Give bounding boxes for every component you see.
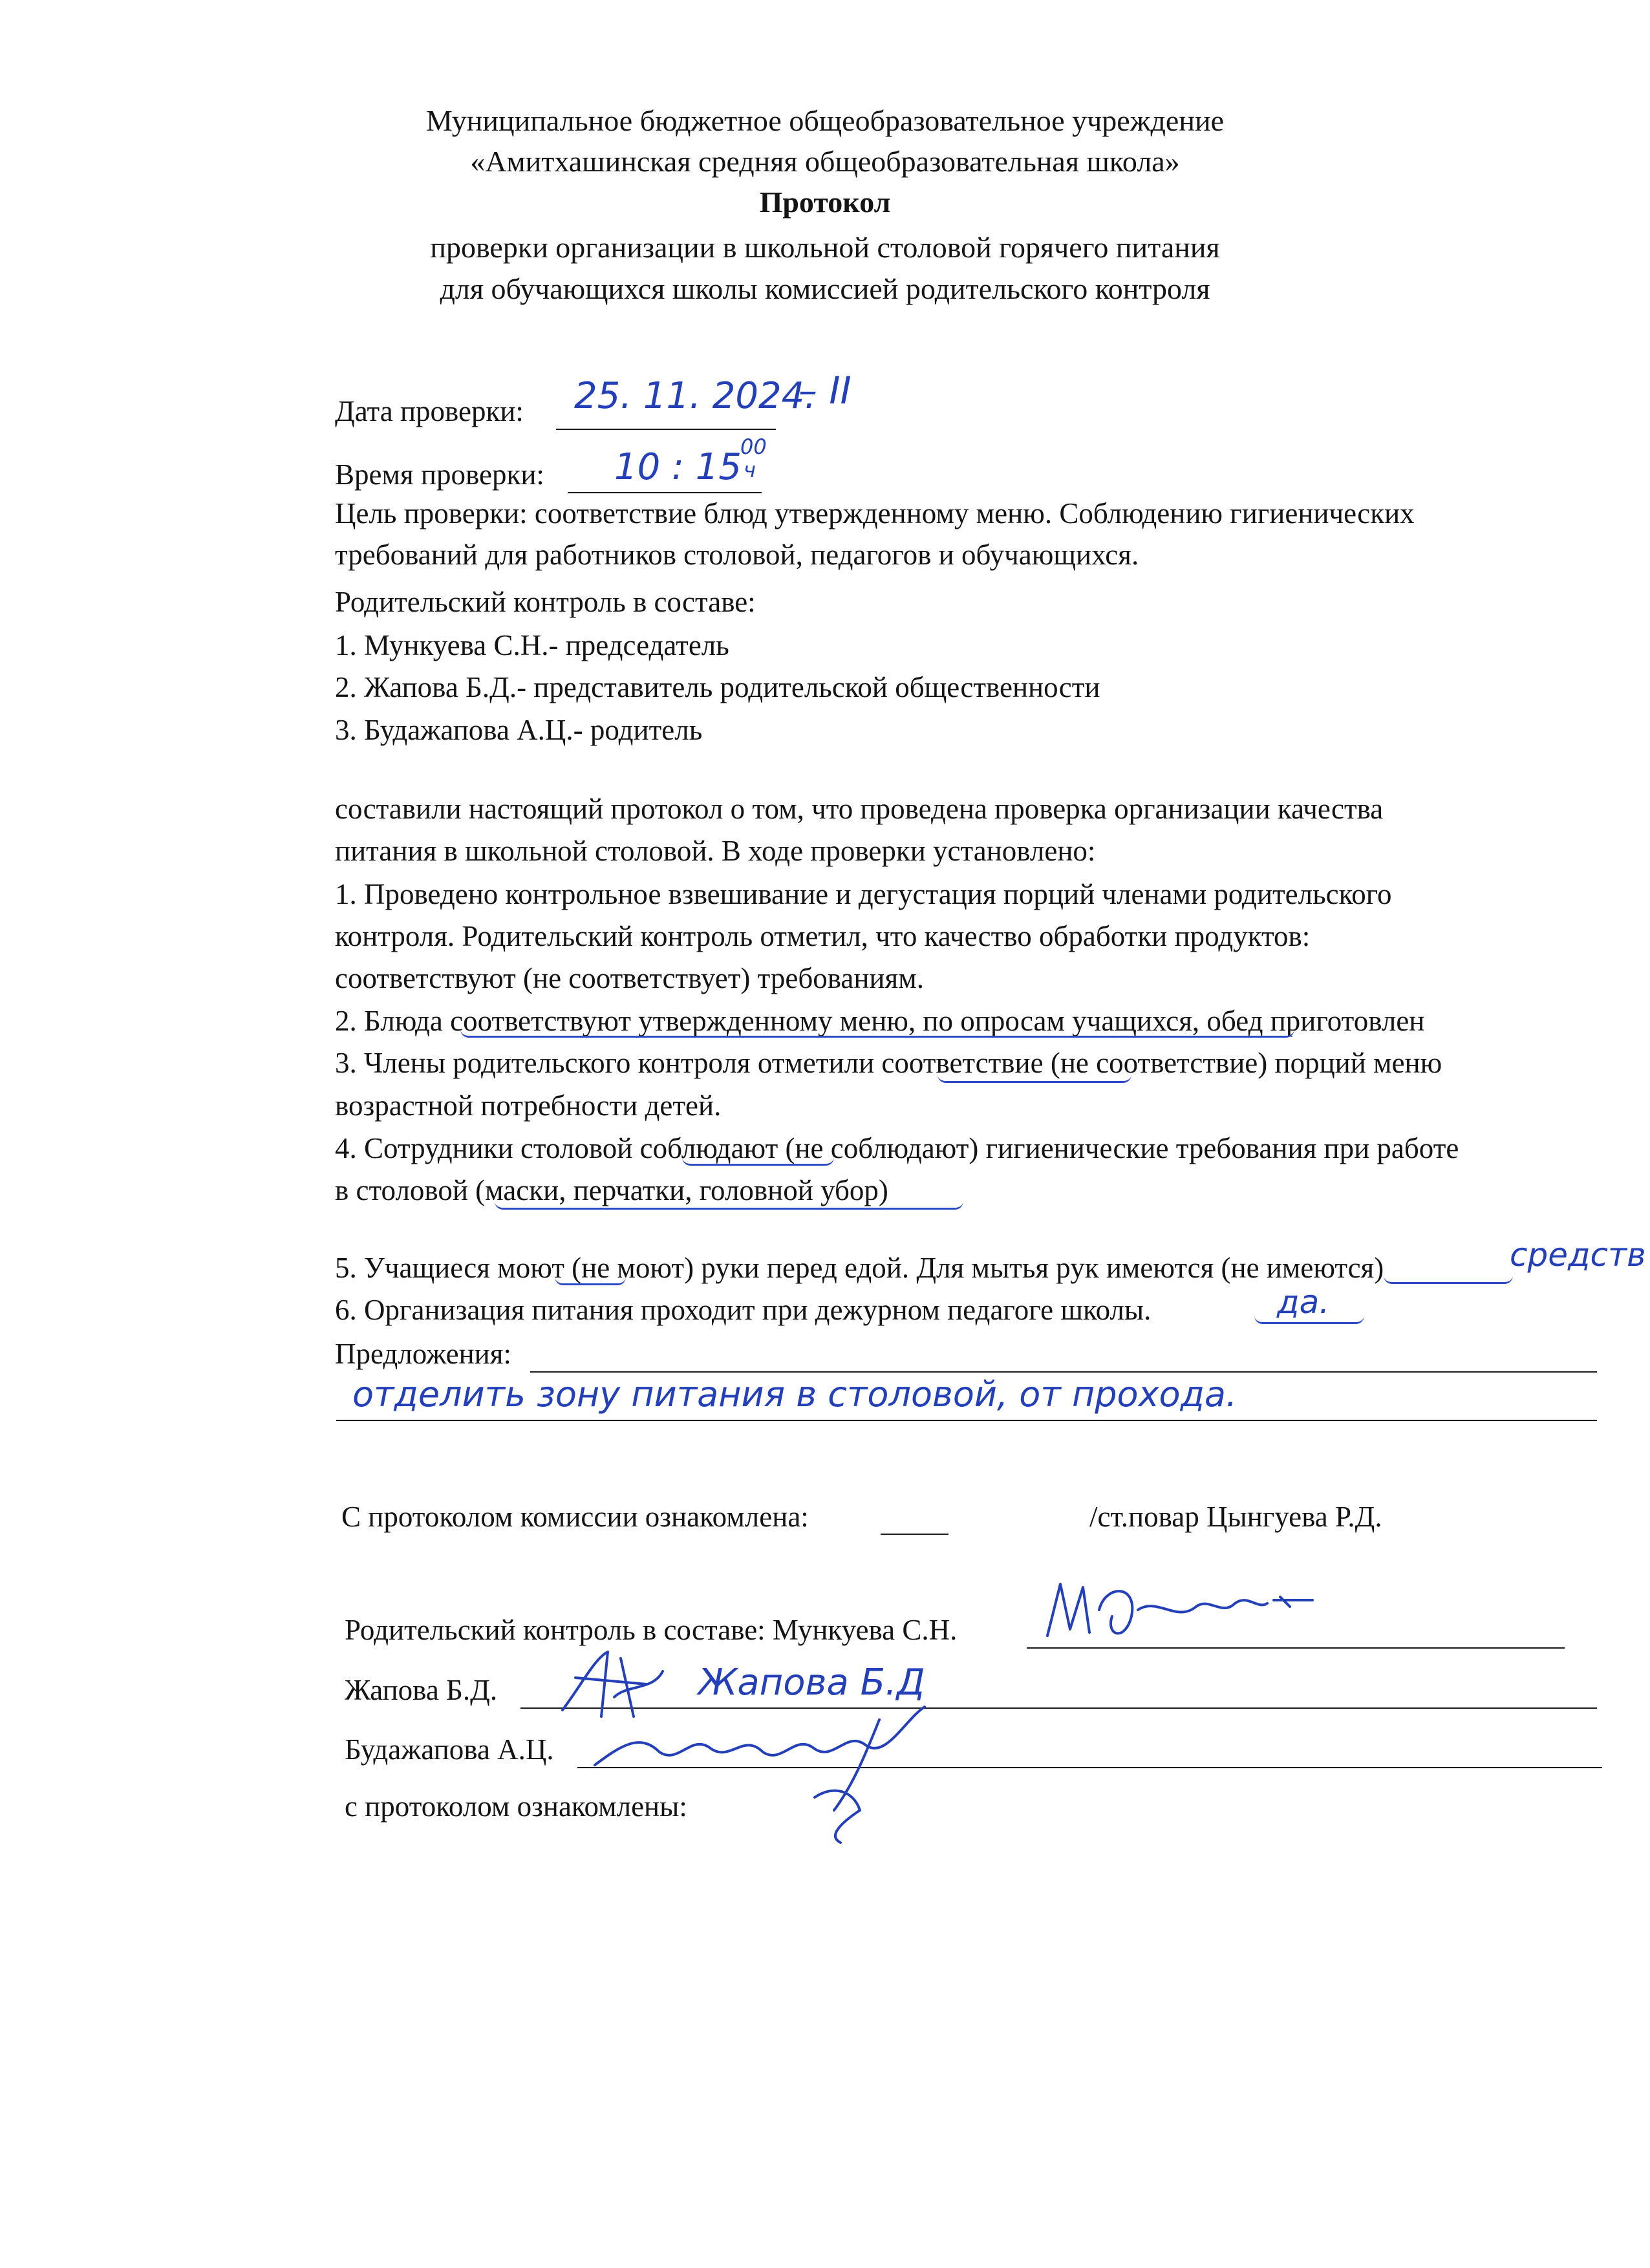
finding-4-line2: в столовой (маски, перчатки, головной убор)	[335, 1174, 888, 1206]
finding-6-line1: 6. Организация питания проходит при дежурном педагоге школы.	[335, 1294, 1152, 1326]
munkueva-signature	[1034, 1571, 1319, 1668]
finding-3-line2: возрастной потребности детей.	[335, 1089, 722, 1122]
signature-line1-label: Родительский контроль в составе: Мункуева С.Н.	[345, 1614, 958, 1646]
time-underline	[568, 492, 762, 493]
date-label: Дата проверки:	[335, 395, 524, 427]
time-handwritten: 10 : 15	[614, 446, 742, 488]
handwritten-underline	[938, 1075, 1131, 1083]
handwritten-underline	[555, 1277, 626, 1285]
date-handwritten: 25. 11. 2024.	[574, 375, 817, 417]
finding-4-line1: 4. Сотрудники столовой соблюдают (не соблюдают) гигиенические требования при работе	[335, 1132, 1459, 1164]
final-acknowledged-label: с протоколом ознакомлены:	[345, 1790, 687, 1823]
date-suffix-handwritten: – II	[798, 369, 852, 412]
finding-1-line3: соответствуют (не соответствует) требованиям.	[335, 962, 924, 994]
time-superscript: 00	[740, 434, 767, 459]
zhapova-handwritten-name: Жапова Б.Д	[698, 1662, 925, 1704]
budazhapova-signature	[582, 1694, 944, 1849]
cook-signature-line	[881, 1534, 948, 1535]
commission-member: 3. Будажапова А.Ц.- родитель	[335, 714, 703, 746]
organization-name: Муниципальное бюджетное общеобразовательное учреждение	[426, 104, 1224, 137]
school-name: «Амитхашинская средняя общеобразовательная школа»	[470, 145, 1180, 178]
finding-3-line1: 3. Члены родительского контроля отметили соответствие (не соответствие) порций меню	[335, 1047, 1442, 1079]
signature-line2-label: Жапова Б.Д.	[345, 1674, 498, 1706]
finding-5-handwritten: средств	[1510, 1236, 1646, 1274]
proposals-handwritten: отделить зону питания в столовой, от прохода.	[352, 1374, 1238, 1415]
time-label: Время проверки:	[335, 458, 544, 491]
cook-name: /ст.повар Цынгуева Р.Д.	[1089, 1501, 1382, 1533]
proposals-label: Предложения:	[335, 1338, 511, 1370]
document-subtitle-line2: для обучающихся школы комиссией родительского контроля	[440, 272, 1210, 305]
goal-line2: требований для работников столовой, педагогов и обучающихся.	[335, 539, 1139, 571]
finding-5-line1: 5. Учащиеся моют (не моют) руки перед едой. Для мытья рук имеются (не имеются)	[335, 1252, 1384, 1284]
finding-6-handwritten: да.	[1277, 1283, 1330, 1321]
findings-intro-line2: питания в школьной столовой. В ходе проверки установлено:	[335, 835, 1096, 867]
cook-acknowledge-label: С протоколом комиссии ознакомлена:	[341, 1501, 809, 1533]
document-subtitle-line1: проверки организации в школьной столовой горячего питания	[430, 231, 1220, 264]
handwritten-underline	[1384, 1276, 1513, 1284]
handwritten-underline	[460, 1029, 1294, 1038]
goal-line1: Цель проверки: соответствие блюд утвержденному меню. Соблюдению гигиенических	[335, 497, 1415, 530]
handwritten-underline	[682, 1157, 834, 1166]
finding-2-line1: 2. Блюда соответствуют утвержденному меню, по опросам учащихся, обед приготовлен	[335, 1005, 1425, 1037]
commission-member: 2. Жапова Б.Д.- представитель родительской общественности	[335, 671, 1100, 703]
finding-1-line1: 1. Проведено контрольное взвешивание и дегустация порций членами родительского	[335, 878, 1392, 910]
handwritten-underline	[1254, 1316, 1364, 1324]
finding-1-line2: контроля. Родительский контроль отметил, что качество обработки продуктов:	[335, 920, 1311, 952]
document-title: Протокол	[759, 186, 891, 219]
time-hour-mark: ч	[744, 458, 756, 482]
commission-intro: Родительский контроль в составе:	[335, 586, 756, 618]
proposals-underline	[530, 1371, 1597, 1373]
date-underline	[556, 429, 776, 430]
commission-member: 1. Мункуева С.Н.- председатель	[335, 629, 729, 661]
signature-line3-label: Будажапова А.Ц.	[345, 1733, 554, 1766]
proposals-underline-2	[336, 1420, 1597, 1421]
findings-intro-line1: составили настоящий протокол о том, что проведена проверка организации качества	[335, 793, 1384, 825]
handwritten-underline	[495, 1201, 963, 1210]
